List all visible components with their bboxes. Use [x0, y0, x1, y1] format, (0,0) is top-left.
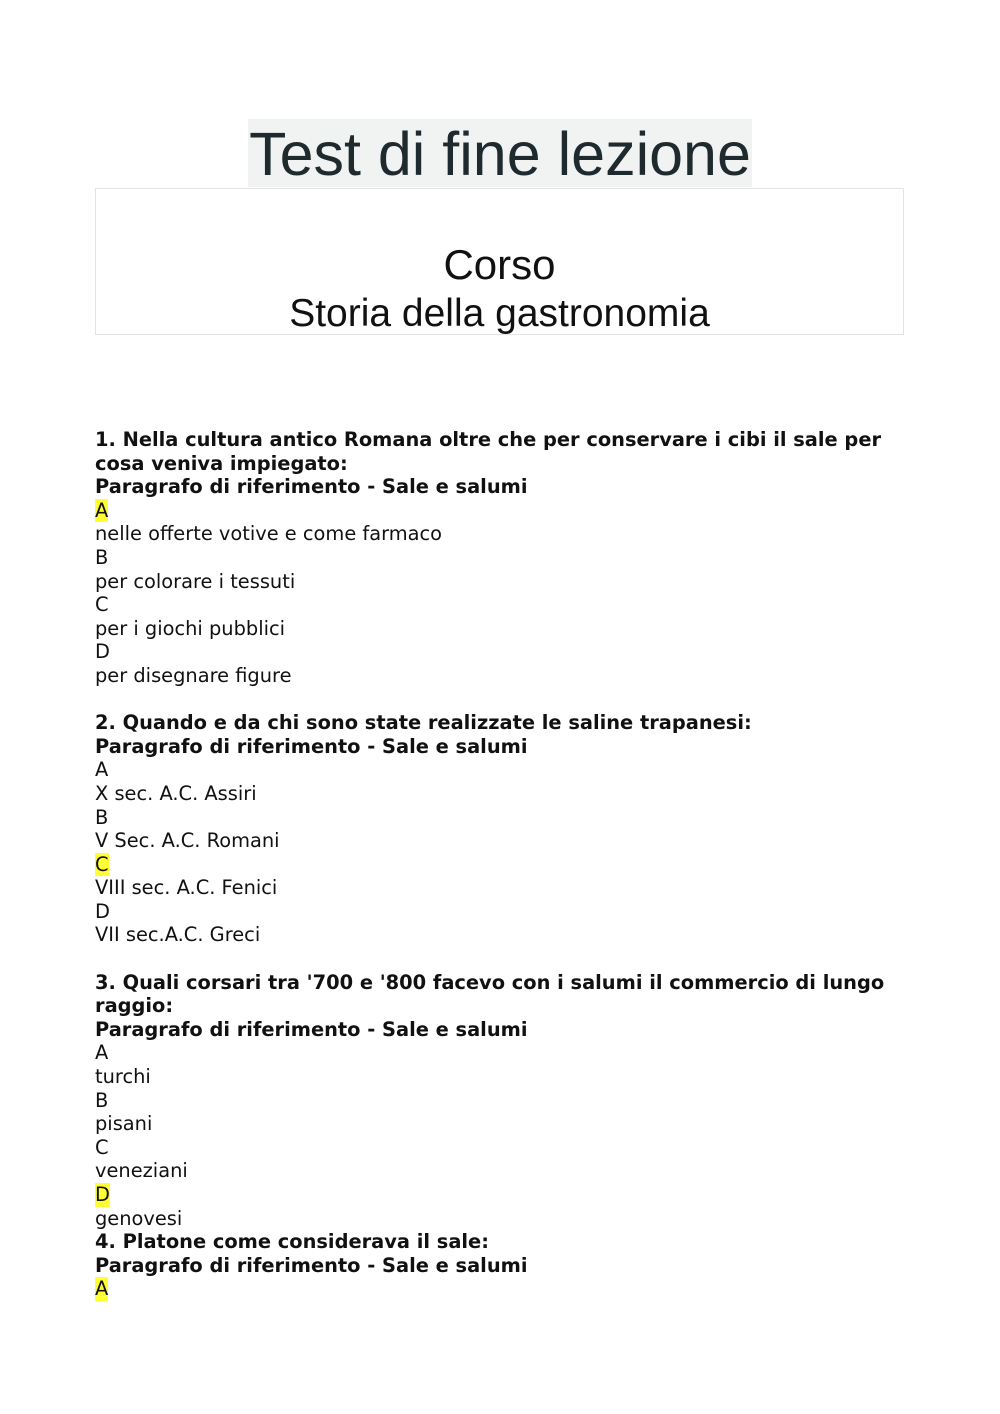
option-letter: C: [95, 1135, 109, 1159]
question-2: [95, 711, 905, 947]
question-list: [95, 428, 905, 1301]
question-text: 1. Nella cultura antico Romana oltre che per conservare i cibi il sale per cosa veniva impiegato:: [95, 428, 882, 475]
option-letter: B: [95, 805, 109, 829]
answer-option: [95, 640, 905, 687]
answer-option: [95, 546, 905, 593]
option-text: per colorare i tessuti: [95, 569, 296, 593]
question-reference: Paragrafo di riferimento - Sale e salumi: [95, 734, 528, 758]
option-text: genovesi: [95, 1206, 183, 1230]
option-text: VIII sec. A.C. Fenici: [95, 876, 278, 900]
option-letter: A: [95, 1041, 109, 1065]
answer-option: [95, 499, 905, 546]
answer-option: [95, 1041, 905, 1088]
option-letter: A: [95, 758, 109, 782]
question-text: 3. Quali corsari tra '700 e '800 facevo con i salumi il commercio di lungo raggio:: [95, 970, 885, 1018]
question-text: 4. Platone come considerava il sale:: [95, 1230, 489, 1254]
option-text: nelle offerte votive e come farmaco: [95, 522, 443, 546]
option-letter: D: [95, 1183, 110, 1206]
option-text: veneziani: [95, 1159, 188, 1183]
option-letter: B: [95, 545, 109, 569]
option-letter: B: [95, 1088, 109, 1112]
page-title: Test di fine lezione: [249, 120, 751, 188]
answer-option: [95, 853, 905, 900]
answer-option: [95, 758, 905, 805]
option-text: per i giochi pubblici: [95, 616, 286, 640]
option-text: V Sec. A.C. Romani: [95, 829, 280, 853]
question-1: [95, 428, 905, 688]
answer-option: [95, 1136, 905, 1183]
option-letter: A: [95, 1277, 109, 1301]
question-reference: Paragrafo di riferimento - Sale e salumi: [95, 475, 528, 499]
option-text: turchi: [95, 1065, 151, 1089]
option-letter: C: [95, 852, 109, 876]
question-reference: Paragrafo di riferimento - Sale e salumi: [95, 1017, 528, 1041]
question-3: [95, 971, 905, 1231]
answer-option: [95, 1277, 905, 1301]
answer-option: [95, 1183, 905, 1230]
option-text: pisani: [95, 1112, 153, 1136]
course-header: [95, 188, 904, 335]
option-letter: D: [95, 899, 110, 923]
course-name: Storia della gastronomia: [289, 292, 710, 335]
answer-option: [95, 593, 905, 640]
question-text: 2. Quando e da chi sono state realizzate le saline trapanesi:: [95, 711, 752, 735]
option-letter: D: [95, 640, 110, 664]
option-text: per disegnare figure: [95, 663, 292, 687]
option-letter: C: [95, 593, 109, 617]
option-letter: A: [95, 498, 109, 522]
course-label: Corso: [443, 241, 556, 288]
option-text: VII sec.A.C. Greci: [95, 923, 261, 947]
question-4: [95, 1230, 905, 1301]
answer-option: [95, 806, 905, 853]
question-reference: Paragrafo di riferimento - Sale e salumi: [95, 1253, 528, 1277]
option-text: X sec. A.C. Assiri: [95, 781, 257, 805]
answer-option: [95, 900, 905, 947]
answer-option: [95, 1089, 905, 1136]
